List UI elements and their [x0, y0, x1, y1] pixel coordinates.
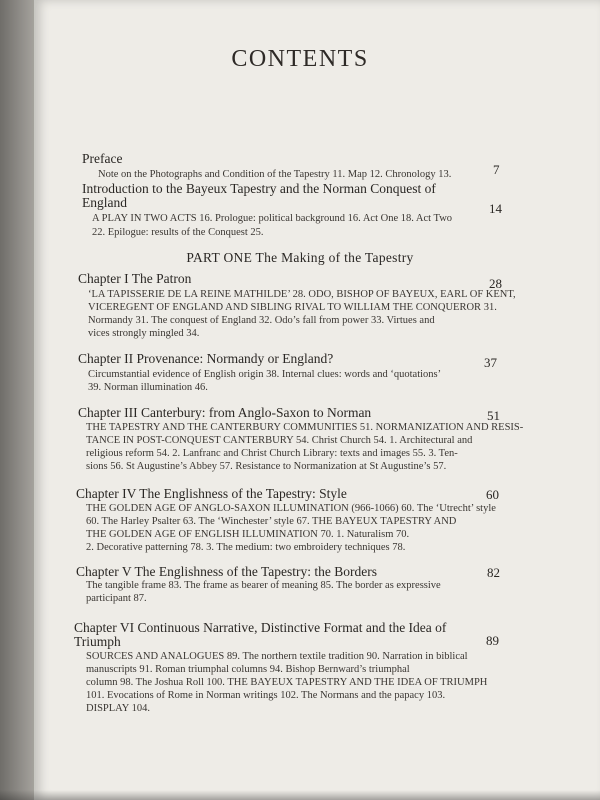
chapter-page-number: 28	[489, 276, 502, 291]
chapter-subentry-line: column 98. The Joshua Roll 100. THE BAYEUX TAPESTRY AND THE IDEA OF TRIUMPH	[86, 677, 488, 688]
chapter-subentry-line: religious reform 54. 2. Lanfranc and Christ Church Library: texts and images 55. 3. Ten-	[86, 448, 458, 459]
chapter-heading: Chapter VI Continuous Narrative, Distinctive Format and the Idea of	[74, 620, 447, 635]
chapter-subentry-line: DISPLAY 104.	[86, 703, 150, 714]
chapter-heading: Chapter I The Patron	[78, 271, 192, 286]
chapter-heading: Chapter II Provenance: Normandy or England?	[78, 351, 334, 366]
chapter-subentry-line: THE GOLDEN AGE OF ENGLISH ILLUMINATION 70. 1. Naturalism 70.	[86, 529, 410, 540]
chapter-subentry-line: TANCE IN POST-CONQUEST CANTERBURY 54. Christ Church 54. 1. Architectural and	[86, 435, 473, 446]
chapter-subentry-line: vices strongly mingled 34.	[88, 328, 200, 339]
introduction-heading: Introduction to the Bayeux Tapestry and the Norman Conquest of	[82, 181, 436, 196]
introduction-heading-continued: England	[82, 195, 127, 210]
page-title: CONTENTS	[231, 46, 369, 72]
chapter-subentry-line: THE GOLDEN AGE OF ANGLO-SAXON ILLUMINATION (966-1066) 60. The ‘Utrecht’ style	[86, 503, 496, 514]
chapter-page-number: 82	[487, 565, 500, 580]
introduction-subentry-line: A PLAY IN TWO ACTS 16. Prologue: political background 16. Act One 18. Act Two	[92, 213, 453, 224]
chapter-subentry-line: THE TAPESTRY AND THE CANTERBURY COMMUNITIES 51. NORMANIZATION AND RESIS-	[86, 422, 524, 433]
chapter-subentry-line: participant 87.	[86, 593, 147, 604]
chapter-page-number: 60	[486, 487, 499, 502]
chapter-subentry-line: SOURCES AND ANALOGUES 89. The northern textile tradition 90. Narration in biblical	[86, 651, 468, 662]
chapter-subentry-line: VICEREGENT OF ENGLAND AND SIBLING RIVAL TO WILLIAM THE CONQUEROR 31.	[88, 302, 497, 313]
chapter-subentry-line: 2. Decorative patterning 78. 3. The medium: two embroidery techniques 78.	[86, 542, 406, 553]
preface-subentries: Note on the Photographs and Condition of the Tapestry 11. Map 12. Chronology 13.	[98, 169, 452, 180]
chapter-subentry-line: 60. The Harley Psalter 63. The ‘Winchester’ style 67. THE BAYEUX TAPESTRY AND	[86, 516, 457, 527]
book-spine-edge	[0, 0, 34, 800]
chapter-page-number: 89	[486, 633, 499, 648]
chapter-heading: Chapter V The Englishness of the Tapestry: the Borders	[76, 564, 378, 579]
chapter-page-number: 51	[487, 408, 500, 423]
part-one-heading: PART ONE The Making of the Tapestry	[186, 250, 414, 265]
chapter-subentry-line: 39. Norman illumination 46.	[88, 382, 208, 393]
introduction-page-number: 14	[489, 201, 502, 216]
chapter-heading-continued: Triumph	[74, 634, 121, 649]
chapter-subentry-line: manuscripts 91. Roman triumphal columns 94. Bishop Bernward’s triumphal	[86, 664, 410, 675]
chapter-heading: Chapter IV The Englishness of the Tapestry: Style	[76, 486, 347, 501]
preface-page-number: 7	[493, 162, 500, 177]
preface-heading: Preface	[82, 151, 123, 166]
chapter-subentry-line: ‘LA TAPISSERIE DE LA REINE MATHILDE’ 28. ODO, BISHOP OF BAYEUX, EARL OF KENT,	[88, 289, 516, 300]
chapter-subentry-line: 101. Evocations of Rome in Norman writings 102. The Normans and the papacy 103.	[86, 690, 446, 701]
page-bottom-shadow	[0, 790, 600, 800]
chapter-heading: Chapter III Canterbury: from Anglo-Saxon to Norman	[78, 405, 372, 420]
chapter-subentry-line: The tangible frame 83. The frame as bearer of meaning 85. The border as expressive	[86, 580, 441, 591]
introduction-subentry-line: 22. Epilogue: results of the Conquest 25.	[92, 227, 264, 238]
chapter-page-number: 37	[484, 355, 497, 370]
chapter-subentry-line: Circumstantial evidence of English origin 38. Internal clues: words and ‘quotations’	[88, 369, 442, 380]
chapter-subentry-line: sions 56. St Augustine’s Abbey 57. Resistance to Normanization at St Augustine’s 57.	[86, 461, 447, 472]
chapter-subentry-line: Normandy 31. The conquest of England 32. Odo’s fall from power 33. Virtues and	[88, 315, 435, 326]
